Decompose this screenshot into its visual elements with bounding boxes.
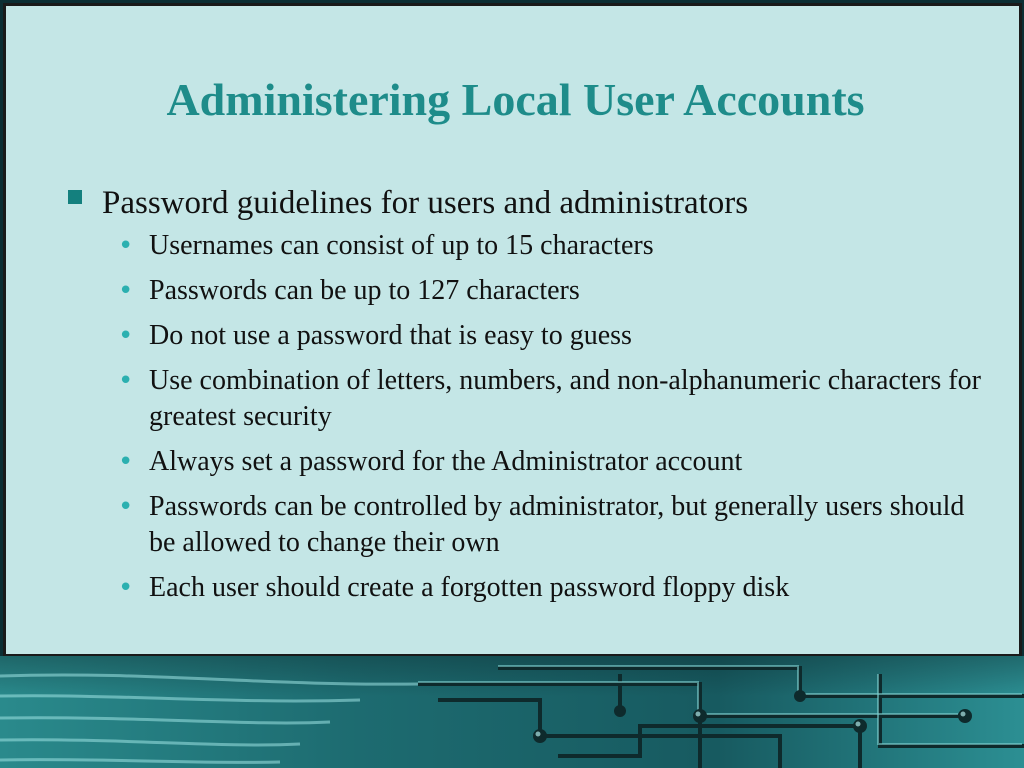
- main-bullet-text: Password guidelines for users and administrators: [102, 185, 749, 221]
- sub-bullet-item: [112, 228, 994, 264]
- sub-bullet-item: [112, 489, 994, 561]
- sub-bullet-item: [112, 273, 994, 309]
- sub-bullet-text: Each user should create a forgotten password floppy disk: [149, 572, 790, 603]
- sub-bullet-text: Usernames can consist of up to 15 characters: [149, 230, 654, 261]
- sub-bullet-text: Passwords can be up to 127 characters: [149, 275, 580, 306]
- circuit-decoration: [0, 656, 1024, 768]
- main-bullet: [64, 182, 994, 224]
- dot-bullet-icon: •: [118, 573, 134, 603]
- dot-bullet-icon: •: [118, 447, 134, 477]
- sub-bullet-text: Passwords can be controlled by administrator, but generally users should be allowed to change their own: [149, 491, 965, 558]
- sub-bullet-item: [112, 318, 994, 354]
- sub-bullet-item: [112, 444, 994, 480]
- sub-bullet-item: [112, 363, 994, 435]
- dot-bullet-icon: •: [118, 321, 134, 351]
- sub-bullet-list: [112, 228, 994, 606]
- sub-bullet-text: Do not use a password that is easy to guess: [149, 320, 632, 351]
- sub-bullet-item: [112, 570, 994, 606]
- bullet-list: [64, 182, 994, 615]
- dot-bullet-icon: •: [118, 276, 134, 306]
- sub-bullet-text: Always set a password for the Administrator account: [149, 446, 743, 477]
- slide-title: Administering Local User Accounts: [166, 74, 865, 125]
- square-bullet-icon: [68, 190, 82, 204]
- content-panel: [3, 3, 1022, 657]
- dot-bullet-icon: •: [118, 492, 134, 522]
- dot-bullet-icon: •: [118, 231, 134, 261]
- sub-bullet-text: Use combination of letters, numbers, and non-alphanumeric characters for greatest security: [149, 365, 981, 432]
- dot-bullet-icon: •: [118, 366, 134, 396]
